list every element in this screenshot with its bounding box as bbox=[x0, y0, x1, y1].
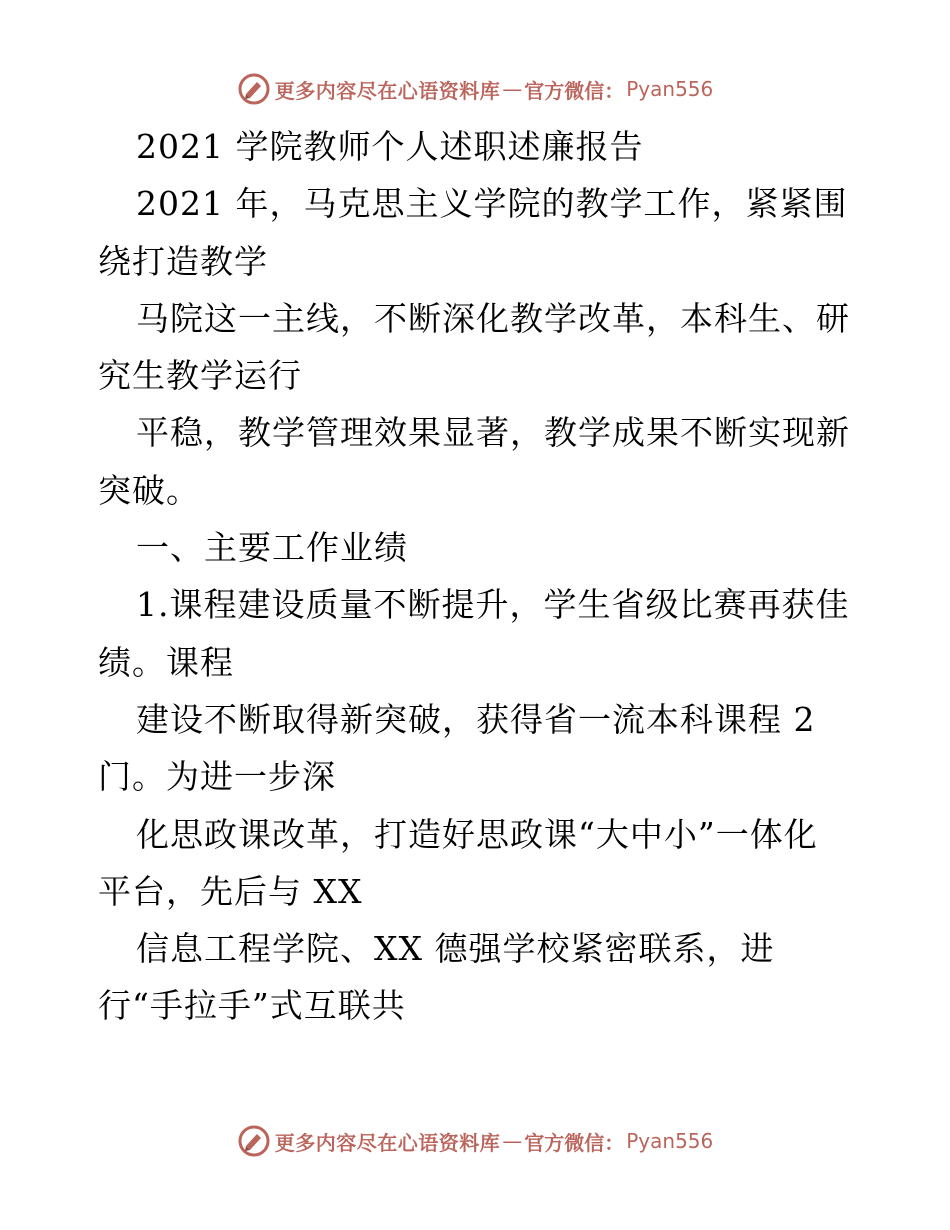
document-line: 平台，先后与 XX bbox=[98, 871, 363, 911]
watermark-wechat-label: 官方微信： bbox=[524, 1130, 625, 1155]
document-line: 信息工程学院、XX 德强学校紧密联系，进 bbox=[136, 929, 775, 969]
document-line: 究生教学运行 bbox=[98, 356, 302, 396]
header-watermark bbox=[0, 72, 950, 106]
document-line: 绩。课程 bbox=[98, 642, 234, 682]
footer-watermark bbox=[0, 1124, 950, 1158]
watermark-dash: — bbox=[502, 77, 523, 101]
watermark-wechat-label: 官方微信： bbox=[524, 78, 625, 103]
document-line: 建设不断取得新突破，获得省一流本科课程 2 bbox=[136, 699, 816, 739]
brand-logo-icon bbox=[237, 72, 271, 106]
document-line: 绕打造教学 bbox=[98, 241, 268, 281]
document-body bbox=[98, 118, 858, 1035]
document-line: 化思政课改革，打造好思政课“大中小”一体化 bbox=[136, 814, 818, 854]
watermark-dash: — bbox=[502, 1129, 523, 1153]
document-line: 2021 年，马克思主义学院的教学工作，紧紧围 bbox=[136, 184, 848, 224]
document-line: 突破。 bbox=[98, 470, 200, 510]
document-line: 平稳，教学管理效果显著，教学成果不断实现新 bbox=[136, 413, 850, 453]
watermark-wechat-id: Pyan556 bbox=[626, 77, 714, 101]
document-line: 门。为进一步深 bbox=[98, 757, 336, 797]
brand-logo-icon bbox=[237, 1124, 271, 1158]
watermark-label: 更多内容尽在心语资料库 bbox=[274, 78, 501, 103]
document-line: 1.课程建设质量不断提升，学生省级比赛再获佳 bbox=[136, 585, 850, 625]
document-line: 2021 学院教师个人述职述廉报告 bbox=[136, 127, 644, 166]
document-line: 行“手拉手”式互联共 bbox=[98, 986, 406, 1026]
watermark-label: 更多内容尽在心语资料库 bbox=[274, 1130, 501, 1155]
document-line: 马院这一主线，不断深化教学改革，本科生、研 bbox=[136, 298, 850, 338]
watermark-wechat-id: Pyan556 bbox=[626, 1129, 714, 1153]
document-line: 一、主要工作业绩 bbox=[136, 528, 408, 568]
